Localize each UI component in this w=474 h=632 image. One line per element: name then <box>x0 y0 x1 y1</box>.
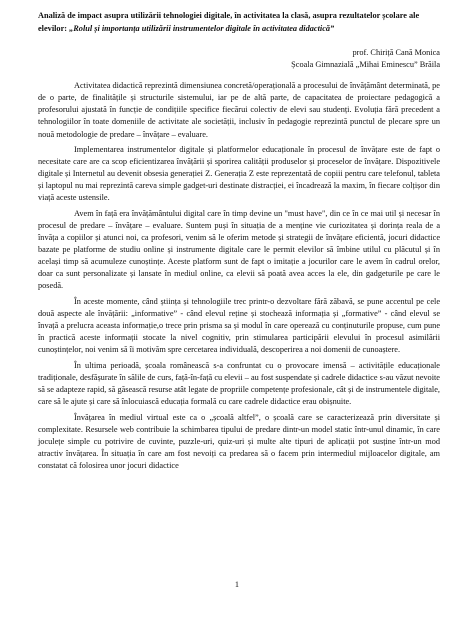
paragraph: Implementarea instrumentelor digitale și platformelor educaționale în procesul de învățare este de fapt o necesitate care are ca scop eficientizarea învățării și sporirea calității produselor și proceselor de învățare. Dispozitivele digitale și Internetul au devenit obsesia generației Z. Generația Z este reprezentată de copiii pentru care telefonul, tableta și laptopul nu mai reprezintă careva simple gadget-uri destinate distracției, ei încadrează la maxim, în fiecare colțișor din viață aceste ustensile. <box>38 145 440 203</box>
title-main: Analiză de impact asupra utilizării tehnologiei digitale, în activitatea la clasă, asupra rezultatelor școlare ale elevilor: <box>38 11 420 33</box>
author-block <box>38 47 440 70</box>
document-body <box>38 10 440 475</box>
paragraph: În ultima perioadă, școala românească s-a confruntat cu o provocare imensă – activitățile educaționale tradiționale, desfășurate în sălile de curs, față-în-față cu elevii – au fost suspendate și cadrele didactice s-au văzut nevoite să se adapteze rapid, să găsească resurse atât legate de propriile competențe profesionale, cât și de instrumentele digitale, care să le ajute și care să înlocuiască educația formală cu care cadrele didactice erau obișnuite. <box>38 360 440 407</box>
page-number: 1 <box>234 580 240 589</box>
paragraph: Avem în față era învățământului digital care în timp devine un "must have", din ce în ce mai util și necesar în procesul de predare – învățare – evaluare. Suntem puși în situația de a menține vie curiozitatea și dorința reala de a învăța a copiilor și atunci noi, ca profesori, venim să le oferim metode și strategii de învățare eficientă, jocuri didactice bazate pe platforme de studiu online și instrumente digitale care le permit elevilor să îmbine utilul cu plăcutul și în același timp să acumuleze cunoștințe. Aceste platform sunt de fapt o imitație a jocurilor care le avem în cadrul orelor, doar ca sunt personalizate și lansate în mediul online, ca elevii să poată avea acces la ele, din gadgeturile pe care le posedă. <box>38 208 440 291</box>
title-subtitle: „Rolul și importanța utilizării instrumentelor digitale în activitatea didactică” <box>69 23 335 33</box>
author-name: prof. Chiriță Cană Monica <box>352 48 440 58</box>
paragraph: Activitatea didactică reprezintă dimensiunea concretă/operațională a procesului de învățământ determinată, pe de o parte, de finalitățile și structurile sistemului, iar pe de altă parte, de capacitatea de proiectare pedagogică a profesorului ajustată în funcție de condițiile specifice fiecărui colectiv de elevi sau studenți. Evoluția fără precedent a tehnologiilor în toate domeniile de activitate ale societății, inclusiv în pedagogie reprezintă punctul de plecare spre un nouă metodologie de predare – învățare – evaluare. <box>38 81 440 139</box>
paragraph: Învățarea în mediul virtual este ca o „școală altfel”, o școală care se caracterizează prin diversitate și complexitate. Resursele web contribuie la schimbarea tipului de predare dintr-un model static într-unul dinamic, în care joculețe simple cu potrivire de cuvinte, puzzle-uri, quiz-uri și multe alte tipuri de aplicații pot susține într-un mod atractiv învățarea. În situația în care am fost nevoiți ca predarea să o facem prin intermediul mijloacelor digitale, am constatat că folosirea unor jocuri didactice <box>38 412 440 470</box>
document-title <box>38 10 440 35</box>
author-school: Școala Gimnazială „Mihai Eminescu” Brăila <box>291 59 440 69</box>
paragraph: În aceste momente, când știința și tehnologiile trec printr-o dezvoltare fără zăbavă, se pune accentul pe cele două aspecte ale învățării: „informative” - când elevul reține și stochează informația și „formative” - când elevul se învață a prelucra aceasta informație,o trece prin prisma sa și modul în care operează cu conținuturile propuse, cum pune în practică aceste informații stocate la nivel cognitiv, prin stimularea participării elevului în procesul asimilării cunoștințelor, noi venim să îi motivăm spre cercetarea individuală, descoperirea a noi domenii de cunoaștere. <box>38 296 440 355</box>
